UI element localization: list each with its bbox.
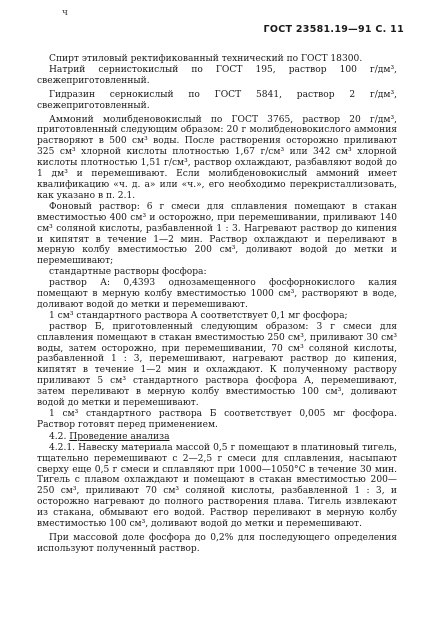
paragraph-solution-a-equivalence: 1 см³ стандартного раствора А соответствует 0,1 мг фосфора;	[49, 310, 348, 321]
paragraph-procedure: 4.2.1. Навеску материала массой 0,5 г помещают в платиновый тигель, тщательно перемешивают с 2—2,5 г смеси для сплавления, насыпают сверху еще 0,5 г смеси и сплавляют при 1000—1050°С в течение 30 мин. Тигель с плавом охлаждают и помещают в стакан вместимостью 200—250 см³, приливают 70 см³ соляной кислоты, разбавленной 1 : 3, и осторожно нагревают до полного растворения плава. Тигель извлекают из стакана, обмывают его водой. Раствор переливают в мерную колбу вместимостью 100 см³, доливают водой до метки и перемешивают.	[37, 442, 397, 530]
paragraph-standard-solutions: стандартные растворы фосфора:	[49, 267, 207, 278]
paragraph-ammonium-molybdate: Аммоний молибденовокислый по ГОСТ 3765, раствор 20 г/дм³, приготовленный следующим образом: 20 г молибденовокислого аммония растворяют в 500 см³ воды. После растворения осторожно приливают 325 см³ хлорной кислоты плотностью 1,67 г/см³ или 342 см³ хлорной кислоты плотностью 1,51 г/см³, раствор охлаждают, разбавляют водой до 1 дм³ и перемешивают. Если молибденовокислый аммоний имеет квалификацию «ч. д. а» или «ч.», его необходимо перекристаллизовать, как указано в п. 2.1.	[37, 114, 397, 201]
section-heading	[37, 432, 397, 443]
paragraph-phosphorus-note: При массовой доле фосфора до 0,2% для последующего определения используют полученный раствор.	[37, 532, 397, 554]
paragraph-hydrazine: Гидразин сернокислый по ГОСТ 5841, раствор 2 г/дм³, свежеприготовленный.	[37, 89, 397, 111]
page-header: ГОСТ 23581.19—91 С. 11	[263, 24, 404, 35]
paragraph-ethanol: Спирт этиловый ректификованный технический по ГОСТ 18300.	[49, 54, 363, 64]
paragraph-solution-b-equivalence: 1 см³ стандартного раствора Б соответствует 0,005 мг фосфора. Раствор готовят перед применением.	[37, 409, 397, 430]
page-mark: ч	[62, 8, 68, 18]
paragraph-sodium-sulfite: Натрий сернистокислый по ГОСТ 195, раствор 100 г/дм³, свежеприготовленный.	[37, 64, 397, 86]
paragraph-solution-b: раствор Б, приготовленный следующим образом: 3 г смеси для сплавления помещают в стакан вместимостью 250 см³, приливают 30 см³ воды, затем осторожно, при перемешивании, 70 см³ соляной кислоты, разбавленной 1 : 3, перемешивают, нагревают раствор до кипения, кипятят в течение 1—2 мин и охлаждают. К полученному раствору приливают 5 см³ стандартного раствора фосфора А, перемешивают, затем переливают в мерную колбу вместимостью 100 см³, доливают водой до метки и перемешивают.	[37, 321, 397, 409]
paragraph-solution-a: раствор А: 0,4393 однозамещенного фосфорнокислого калия помещают в мерную колбу вместимостью 1000 см³, растворяют в воде, доливают водой до метки и перемешивают.	[37, 278, 397, 310]
section-title: Проведение анализа	[69, 431, 170, 442]
document-body	[37, 54, 397, 555]
section-number: 4.2.	[49, 431, 67, 442]
paragraph-background-solution: Фоновый раствор: 6 г смеси для сплавления помещают в стакан вместимостью 400 см³ и осторожно, при перемешивании, приливают 140 см³ соляной кислоты, разбавленной 1 : 3. Нагревают раствор до кипения и кипятят в течение 1—2 мин. Раствор охлаждают и переливают в мерную колбу вместимостью 200 см³, доливают водой до метки и перемешивают;	[37, 201, 397, 267]
